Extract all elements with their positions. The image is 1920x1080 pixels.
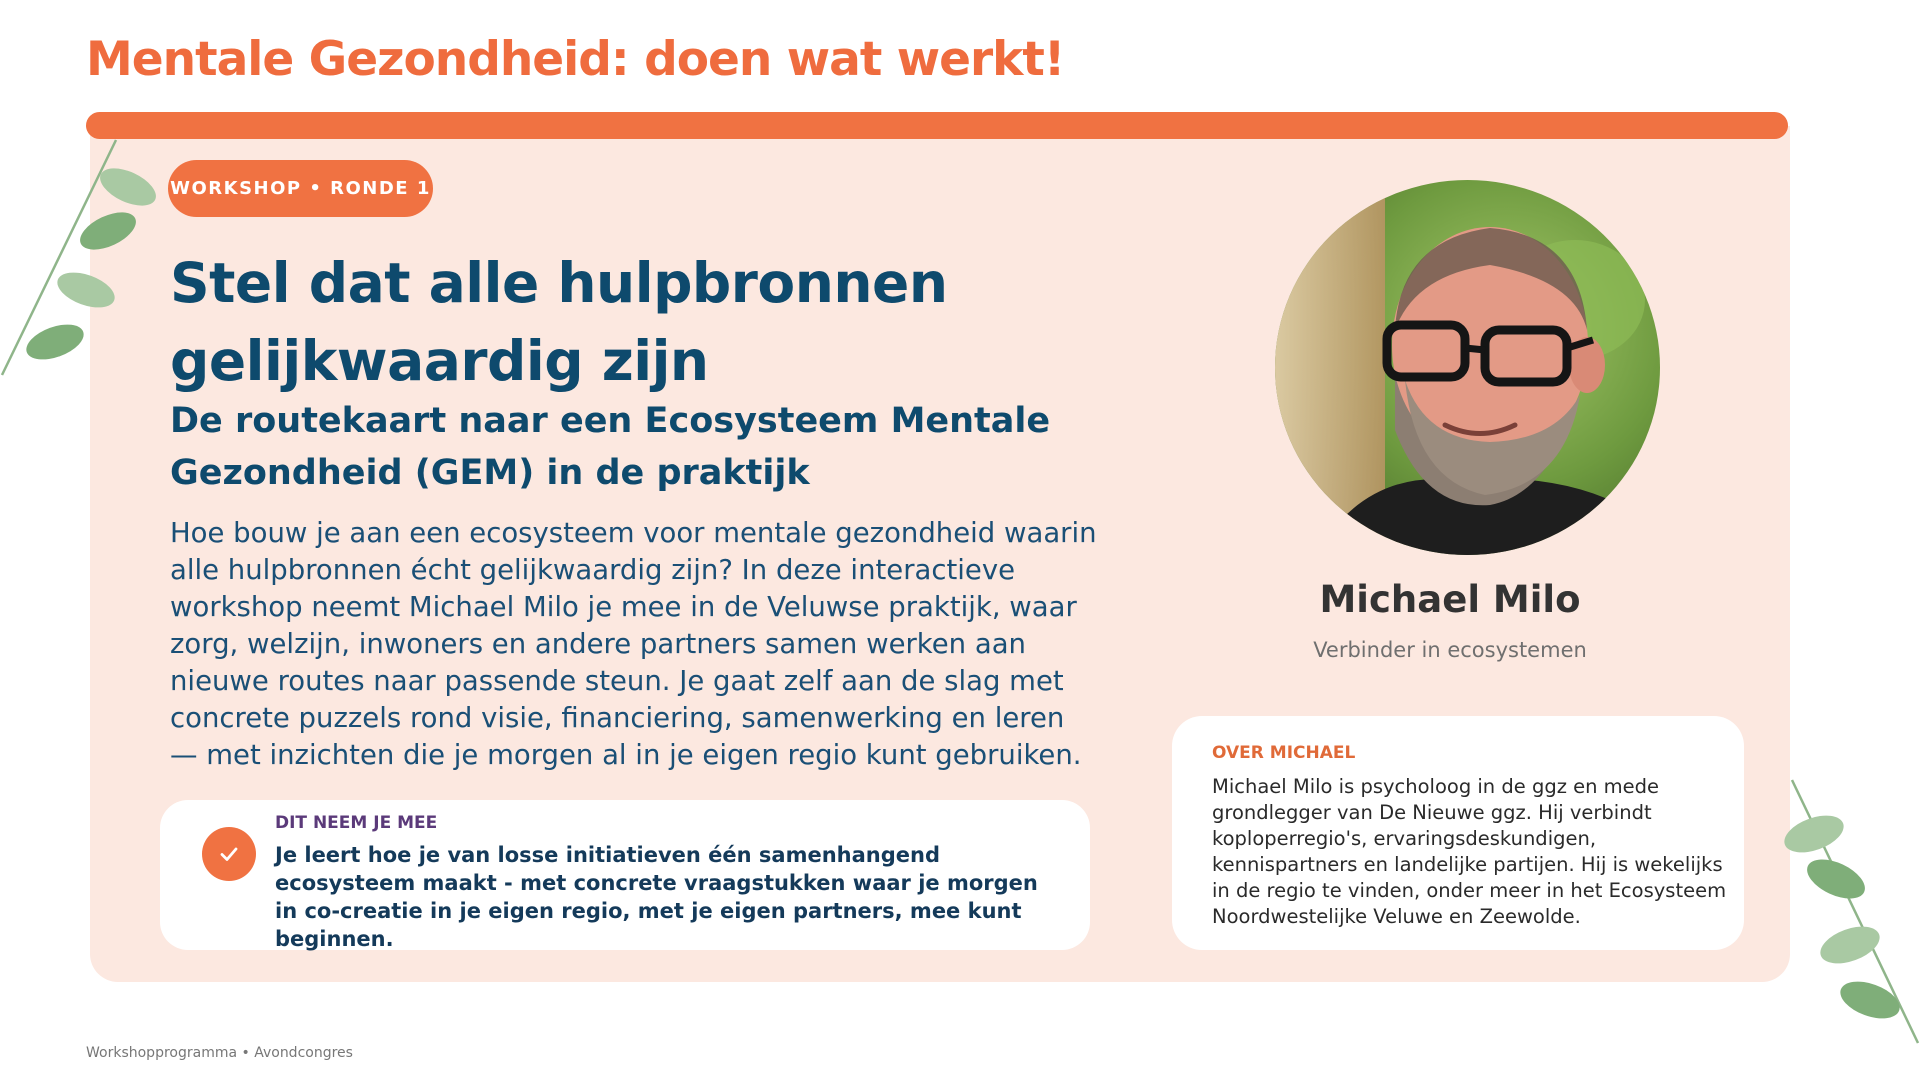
takeaway-text: Je leert hoe je van losse initiatieven één samenhangend ecosysteem maakt - met concrete vraagstukken waar je morgen in co-creatie in je eigen regio, met je eigen partners, mee kunt beginnen. [275, 843, 1038, 951]
speaker-role: Verbinder in ecosystemen [1313, 638, 1587, 662]
leaf-branch-right-icon [1740, 775, 1920, 1050]
page-title: Mentale Gezondheid: doen wat werkt! [86, 32, 1065, 87]
about-speaker-card [1172, 716, 1744, 950]
check-icon [202, 827, 256, 881]
session-subtitle: De routekaart naar een Ecosysteem Mentale Gezondheid (GEM) in de praktijk [170, 401, 1051, 493]
session-description: Hoe bouw je aan een ecosysteem voor mentale gezondheid waarin alle hulpbronnen écht gelijkwaardig zijn? In deze interactieve workshop neemt Michael Milo je mee in de Veluwse praktijk, waar zorg, welzijn, inwoners en andere partners samen werken aan nieuwe routes naar passende steun. Je gaat zelf aan de slag met concrete puzzels rond visie, financiering, samenwerking en leren — met inzichten die je morgen al in je eigen regio kunt gebruiken. [170, 517, 1097, 771]
leaf-branch-left-icon [0, 135, 160, 385]
about-text: Michael Milo is psycholoog in de ggz en mede grondlegger van De Nieuwe ggz. Hij verbindt koploperregio's, ervaringsdeskundigen, kennispartners en landelijke partijen. Hij is wekelijks in de regio te vinden, onder meer in het Ecosysteem Noordwestelijke Veluwe en Zeewolde. [1212, 775, 1727, 928]
accent-bar [86, 112, 1788, 139]
takeaway-card [160, 800, 1090, 950]
speaker-photo [1275, 180, 1660, 555]
about-label: OVER MICHAEL [1212, 743, 1356, 763]
takeaway-label: DIT NEEM JE MEE [275, 813, 438, 833]
footer-text: Workshopprogramma • Avondcongres [86, 1045, 353, 1061]
speaker-name: Michael Milo [1319, 578, 1581, 621]
workshop-badge: WORKSHOP • RONDE 1 [168, 160, 433, 217]
session-title: Stel dat alle hulpbronnen gelijkwaardig zijn [170, 251, 948, 393]
